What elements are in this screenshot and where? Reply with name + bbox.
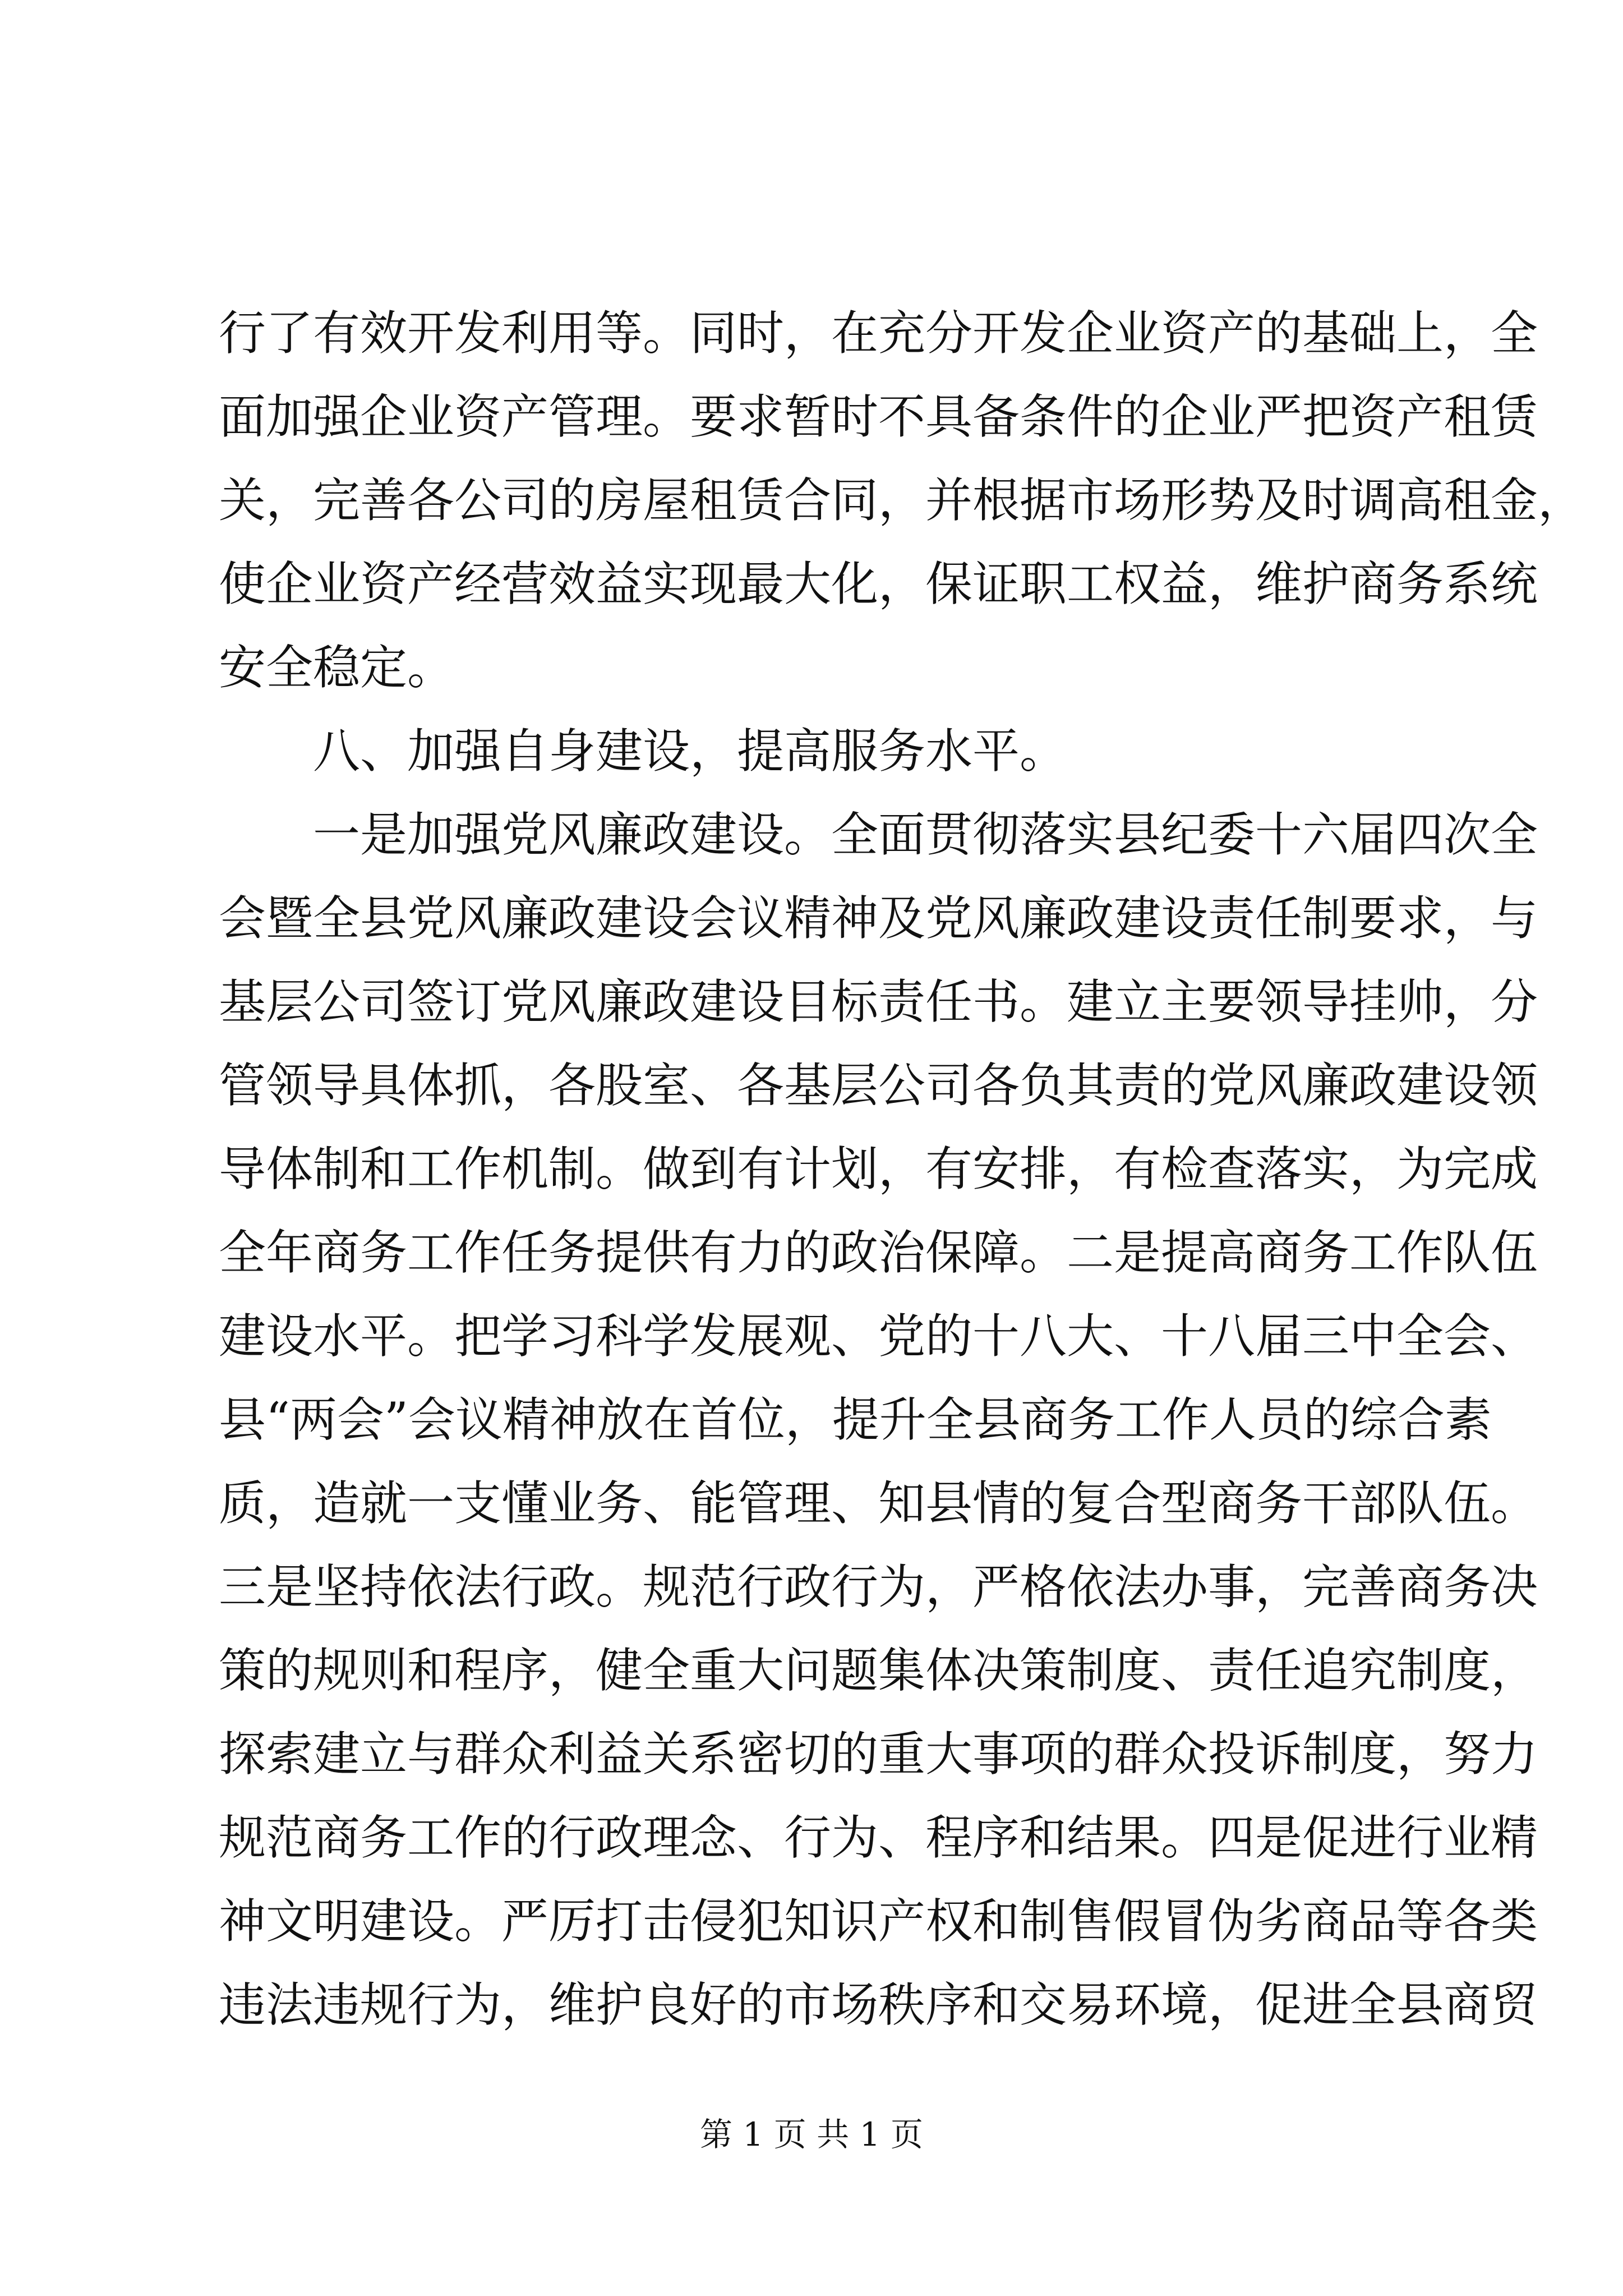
text-line: 质，造就一支懂业务、能管理、知县情的复合型商务干部队伍。 [219, 1476, 1538, 1531]
text-line: 导体制和工作机制。做到有计划，有安排，有检查落实，为完成 [219, 1142, 1538, 1197]
text-line: 探索建立与群众利益关系密切的重大事项的群众投诉制度，努力 [219, 1727, 1538, 1782]
page-number: 第 1 页 共 1 页 [700, 2115, 923, 2154]
text-line: 关，完善各公司的房屋租赁合同，并根据市场形势及时调高租金， [219, 473, 1585, 528]
text-line: 面加强企业资产管理。要求暂时不具备条件的企业严把资产租赁 [219, 389, 1538, 444]
text-line: 安全稳定。 [219, 640, 455, 695]
text-line: 县“两会”会议精神放在首位，提升全县商务工作人员的综合素 [219, 1392, 1492, 1447]
document-body [219, 292, 1585, 2047]
text-line: 使企业资产经营效益实现最大化，保证职工权益，维护商务系统 [219, 556, 1538, 611]
text-line: 管领导具体抓，各股室、各基层公司各负其责的党风廉政建设领 [219, 1058, 1538, 1113]
text-line: 建设水平。把学习科学发展观、党的十八大、十八届三中全会、 [219, 1309, 1538, 1364]
section-heading: 八、加强自身建设，提高服务水平。 [313, 724, 1067, 779]
text-line: 策的规则和程序，健全重大问题集体决策制度、责任追究制度， [219, 1643, 1538, 1698]
text-line: 规范商务工作的行政理念、行为、程序和结果。四是促进行业精 [219, 1810, 1538, 1865]
text-line: 会暨全县党风廉政建设会议精神及党风廉政建设责任制要求，与 [219, 891, 1538, 946]
text-line: 违法违规行为，维护良好的市场秩序和交易环境，促进全县商贸 [219, 1977, 1538, 2032]
text-line: 行了有效开发利用等。同时，在充分开发企业资产的基础上，全 [219, 306, 1538, 361]
text-line: 三是坚持依法行政。规范行政行为，严格依法办事，完善商务决 [219, 1559, 1538, 1614]
text-line: 基层公司签订党风廉政建设目标责任书。建立主要领导挂帅，分 [219, 974, 1538, 1029]
text-line: 全年商务工作任务提供有力的政治保障。二是提高商务工作队伍 [219, 1225, 1538, 1280]
text-line: 神文明建设。严厉打击侵犯知识产权和制售假冒伪劣商品等各类 [219, 1894, 1538, 1949]
page-footer [0, 2112, 1623, 2157]
text-line: 一是加强党风廉政建设。全面贯彻落实县纪委十六届四次全 [313, 807, 1538, 862]
